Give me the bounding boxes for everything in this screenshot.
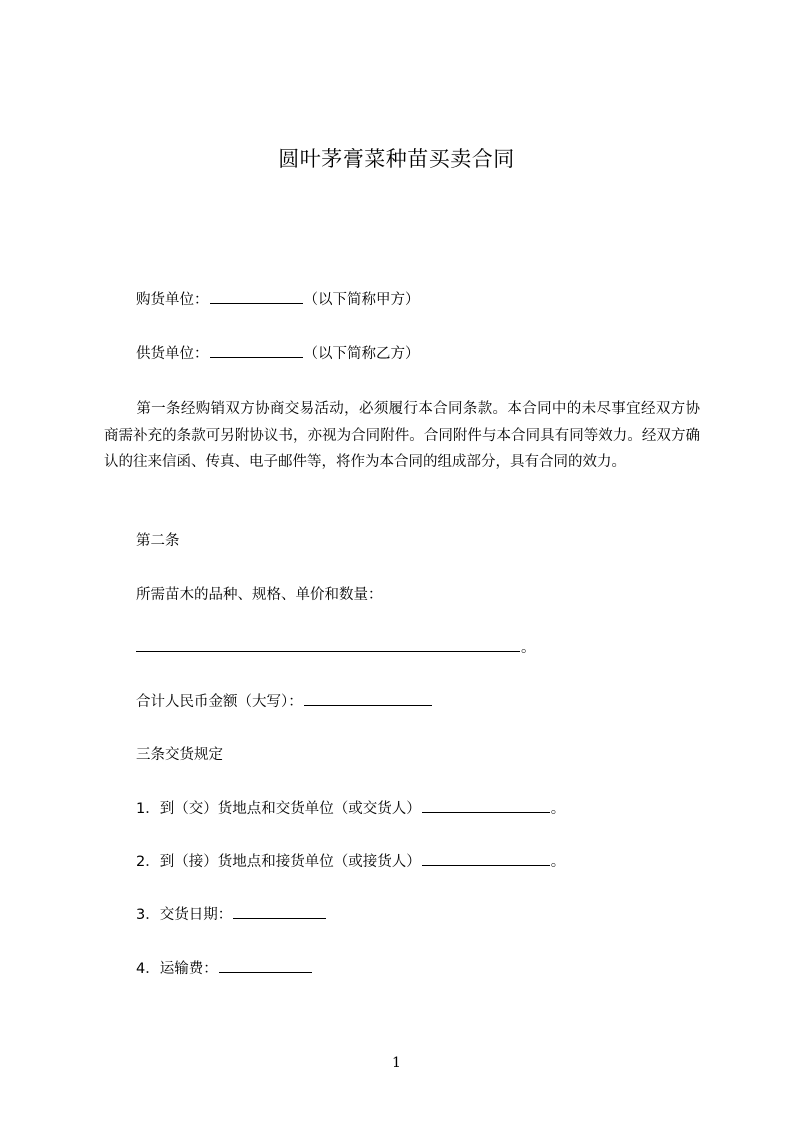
article-1-paragraph [104,396,700,476]
delivery-item-3-text: 3．交货日期： [136,907,233,923]
total-amount-line [136,692,433,712]
items-blank-end: 。 [521,640,536,656]
delivery-item-4 [136,959,313,979]
delivery-item-1-blank[interactable] [422,800,550,813]
delivery-item-2 [136,852,565,872]
delivery-item-1-end: 。 [550,801,566,817]
seller-blank[interactable] [210,345,303,358]
delivery-date-blank[interactable] [233,906,326,919]
seller-note: （以下简称乙方） [303,346,420,362]
article-1-text: 第一条经购销双方协商交易活动，必须履行本合同条款。本合同中的未尽事宜经双方协商需补充的条款可另附协议书，亦视为合同附件。合同附件与本合同具有同等效力。经双方确认的往来信函、传真、电子邮件等，将作为本合同的组成部分，具有合同的效力。 [104,401,700,470]
freight-blank[interactable] [219,960,312,973]
items-blank[interactable] [136,639,520,652]
delivery-item-2-end: 。 [550,854,566,870]
delivery-item-1 [136,799,565,819]
buyer-line [136,290,420,310]
buyer-label: 购货单位： [136,292,209,308]
page-number: 1 [392,1055,401,1071]
article-3-heading: 三条交货规定 [136,747,223,763]
delivery-item-4-text: 4．运输费： [136,961,218,977]
total-amount-blank[interactable] [304,693,432,706]
seller-label: 供货单位： [136,346,209,362]
delivery-item-1-text: 1．到（交）货地点和交货单位（或交货人） [136,801,421,817]
delivery-item-2-text: 2．到（接）货地点和接货单位（或接货人） [136,854,421,870]
seller-line [136,344,420,364]
total-amount-label: 合计人民币金额（大写）： [136,694,303,710]
items-blank-line [136,638,536,658]
buyer-blank[interactable] [210,291,303,304]
delivery-item-3 [136,905,327,925]
document-title: 圆叶茅膏菜种苗买卖合同 [278,147,515,171]
items-label: 所需苗木的品种、规格、单价和数量： [136,587,383,603]
delivery-item-2-blank[interactable] [422,853,550,866]
buyer-note: （以下简称甲方） [303,292,420,308]
article-2-heading: 第二条 [136,533,180,549]
